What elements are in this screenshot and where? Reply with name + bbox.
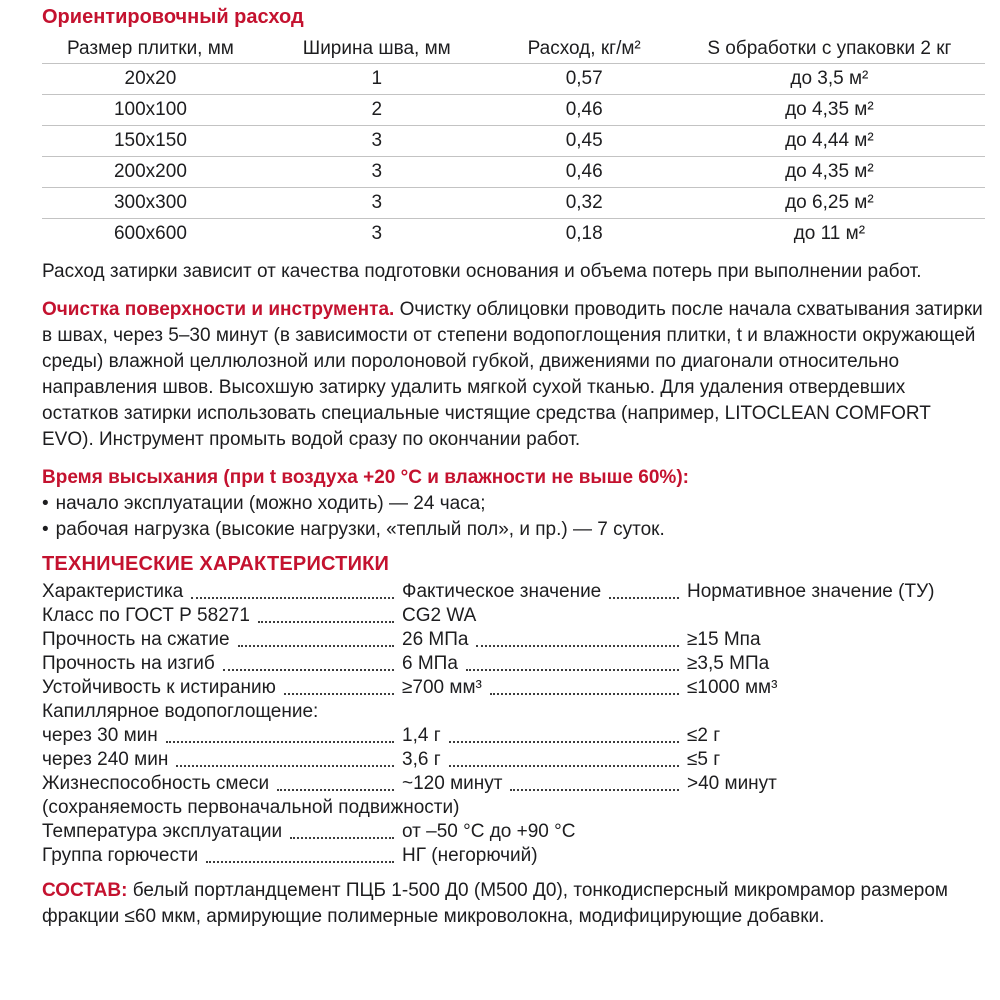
table-cell: 0,46: [495, 94, 674, 125]
table-row: [42, 156, 985, 187]
spec-row: [42, 796, 985, 820]
table-cell: 3: [259, 156, 495, 187]
dot-leader: [191, 597, 394, 599]
table-cell: 0,18: [495, 218, 674, 249]
spec-label-cell: [42, 652, 402, 676]
cleaning-title: Очистка поверхности и инструмента.: [42, 299, 395, 320]
table-cell: 150x150: [42, 125, 259, 156]
table-cell: 20x20: [42, 63, 259, 94]
spec-label: через 240 мин: [42, 749, 169, 770]
spec-label: Характеристика: [42, 581, 184, 602]
dot-leader: [449, 741, 679, 743]
table-row: [42, 94, 985, 125]
column-header: S обработки с упаковки 2 кг: [707, 37, 952, 59]
spec-label: Класс по ГОСТ Р 58271: [42, 605, 250, 626]
table-cell: до 4,35 м²: [674, 156, 985, 187]
spec-label-cell: [42, 604, 402, 628]
table-cell: до 4,35 м²: [674, 94, 985, 125]
table-row: [42, 187, 985, 218]
dot-leader: [176, 765, 394, 767]
spec-norm-value: ≤2 г: [687, 725, 721, 746]
spec-label-cell: [42, 724, 402, 748]
spec-label-cell: [42, 676, 402, 700]
table-cell: до 6,25 м²: [674, 187, 985, 218]
spec-label: Группа горючести: [42, 845, 199, 866]
table-row: [42, 125, 985, 156]
spec-label-cell: [42, 628, 402, 652]
spec-fact-cell: [402, 844, 985, 868]
spec-fact-value: 1,4 г: [402, 725, 441, 746]
spec-fact-value: Фактическое значение: [402, 581, 602, 602]
spec-fact-value: ~120 минут: [402, 773, 503, 794]
spec-fact-cell: [402, 628, 687, 652]
dot-leader: [166, 741, 394, 743]
spec-fact-value: 3,6 г: [402, 749, 441, 770]
spec-fact-cell: [402, 604, 985, 628]
spec-row: [42, 604, 985, 628]
spec-label-cell: [42, 772, 402, 796]
spec-label-cell: [42, 580, 402, 604]
dot-leader: [290, 837, 394, 839]
dot-leader: [206, 861, 394, 863]
spec-row: [42, 724, 985, 748]
spec-row: [42, 844, 985, 868]
spec-fact-cell: [402, 772, 687, 796]
dot-leader: [449, 765, 679, 767]
drying-bullet: • начало эксплуатации (можно ходить) — 24 часа;: [42, 491, 985, 517]
spec-fact-value: ≥700 мм³: [402, 677, 482, 698]
cleaning-text: Очистку облицовки проводить после начала схватывания затирки в швах, через 5–30 минут (в зависимости от степени водопоглощения плитки, t и влажности окружающей среды) влажной целлюлозной или поролоновой губкой, движениями по диагонали относительно направления швов. Высохшую затирку удалить мягкой сухой тканью. Для удаления отвердевших остатков затирки использовать специальные чистящие средства (например, LITOCLEAN COMFORT EVO). Инструмент промыть водой сразу по окончании работ.: [42, 299, 983, 450]
table-cell: до 11 м²: [674, 218, 985, 249]
spec-label-cell: [42, 844, 402, 868]
spec-norm-value: ≥3,5 МПа: [687, 653, 770, 674]
consumption-note: Расход затирки зависит от качества подготовки основания и объема потерь при выполнении работ.: [42, 261, 922, 282]
spec-label: Прочность на изгиб: [42, 653, 215, 674]
composition-text: белый портландцемент ПЦБ 1-500 Д0 (М500 Д0), тонкодисперсный микромрамор размером фракции ≤60 мкм, армирующие полимерные микроволокна, модифицирующие добавки.: [42, 880, 948, 927]
consumption-table-header-row: [42, 35, 985, 63]
table-cell: до 4,44 м²: [674, 125, 985, 156]
table-row: [42, 63, 985, 94]
dot-leader: [277, 789, 394, 791]
spec-fact-value: 26 МПа: [402, 629, 469, 650]
spec-label: Капиллярное водопоглощение:: [42, 701, 319, 722]
spec-fact-value: НГ (негорючий): [402, 845, 538, 866]
consumption-title: Ориентировочный расход: [42, 6, 304, 28]
dot-leader: [238, 645, 394, 647]
dot-leader: [466, 669, 679, 671]
table-cell: 2: [259, 94, 495, 125]
table-cell: 3: [259, 125, 495, 156]
dot-leader: [510, 789, 679, 791]
cleaning-paragraph: [42, 297, 985, 453]
spec-norm-value: Нормативное значение (ТУ): [687, 581, 935, 602]
table-cell: 100x100: [42, 94, 259, 125]
dot-leader: [609, 597, 679, 599]
spec-label: Устойчивость к истиранию: [42, 677, 276, 698]
spec-fact-cell: [402, 748, 687, 772]
spec-fact-value: CG2 WA: [402, 605, 477, 626]
spec-label: (сохраняемость первоначальной подвижности): [42, 797, 460, 818]
spec-row: [42, 652, 985, 676]
table-row: [42, 218, 985, 249]
table-cell: 0,32: [495, 187, 674, 218]
table-cell: до 3,5 м²: [674, 63, 985, 94]
spec-fact-value: 6 МПа: [402, 653, 458, 674]
spec-norm-value: ≤5 г: [687, 749, 721, 770]
column-header: Расход, кг/м²: [527, 37, 641, 59]
spec-row: [42, 676, 985, 700]
dot-leader: [476, 645, 679, 647]
spec-fact-cell: [402, 676, 687, 700]
spec-row: [42, 772, 985, 796]
spec-row: [42, 580, 985, 604]
drying-bullet: • рабочая нагрузка (высокие нагрузки, «теплый пол», и пр.) — 7 суток.: [42, 517, 985, 543]
spec-fact-cell: [402, 652, 687, 676]
spec-norm-value: >40 минут: [687, 773, 777, 794]
table-cell: 600x600: [42, 218, 259, 249]
drying-title: Время высыхания (при t воздуха +20 °С и влажности не выше 60%):: [42, 467, 689, 488]
spec-fact-cell: [402, 580, 687, 604]
spec-fact-cell: [402, 724, 687, 748]
dot-leader: [490, 693, 679, 695]
spec-label: через 30 мин: [42, 725, 158, 746]
dot-leader: [284, 693, 394, 695]
specs-title: ТЕХНИЧЕСКИЕ ХАРАКТЕРИСТИКИ: [42, 553, 390, 575]
table-cell: 1: [259, 63, 495, 94]
spec-fact-cell: [402, 820, 985, 844]
spec-row: [42, 628, 985, 652]
spec-norm-value: ≤1000 мм³: [687, 677, 778, 698]
specs-table: [42, 580, 985, 868]
table-cell: 0,57: [495, 63, 674, 94]
spec-row: [42, 748, 985, 772]
dot-leader: [223, 669, 394, 671]
consumption-table: [42, 35, 985, 249]
spec-label: Жизнеспособность смеси: [42, 773, 270, 794]
composition-title: СОСТАВ:: [42, 880, 128, 901]
spec-row: [42, 700, 985, 724]
spec-label-cell: [42, 820, 402, 844]
dot-leader: [258, 621, 394, 623]
spec-norm-value: ≥15 Мпа: [687, 629, 761, 650]
spec-label-cell: [42, 748, 402, 772]
composition-paragraph: [42, 878, 985, 930]
table-cell: 0,45: [495, 125, 674, 156]
table-cell: 0,46: [495, 156, 674, 187]
column-header: Ширина шва, мм: [302, 37, 451, 59]
table-cell: 3: [259, 187, 495, 218]
spec-label: Температура эксплуатации: [42, 821, 283, 842]
spec-fact-value: от –50 °С до +90 °С: [402, 821, 576, 842]
spec-label: Прочность на сжатие: [42, 629, 230, 650]
table-cell: 300x300: [42, 187, 259, 218]
table-cell: 3: [259, 218, 495, 249]
drying-bullet-list: [42, 491, 985, 543]
spec-row: [42, 820, 985, 844]
table-cell: 200x200: [42, 156, 259, 187]
column-header: Размер плитки, мм: [66, 37, 234, 59]
